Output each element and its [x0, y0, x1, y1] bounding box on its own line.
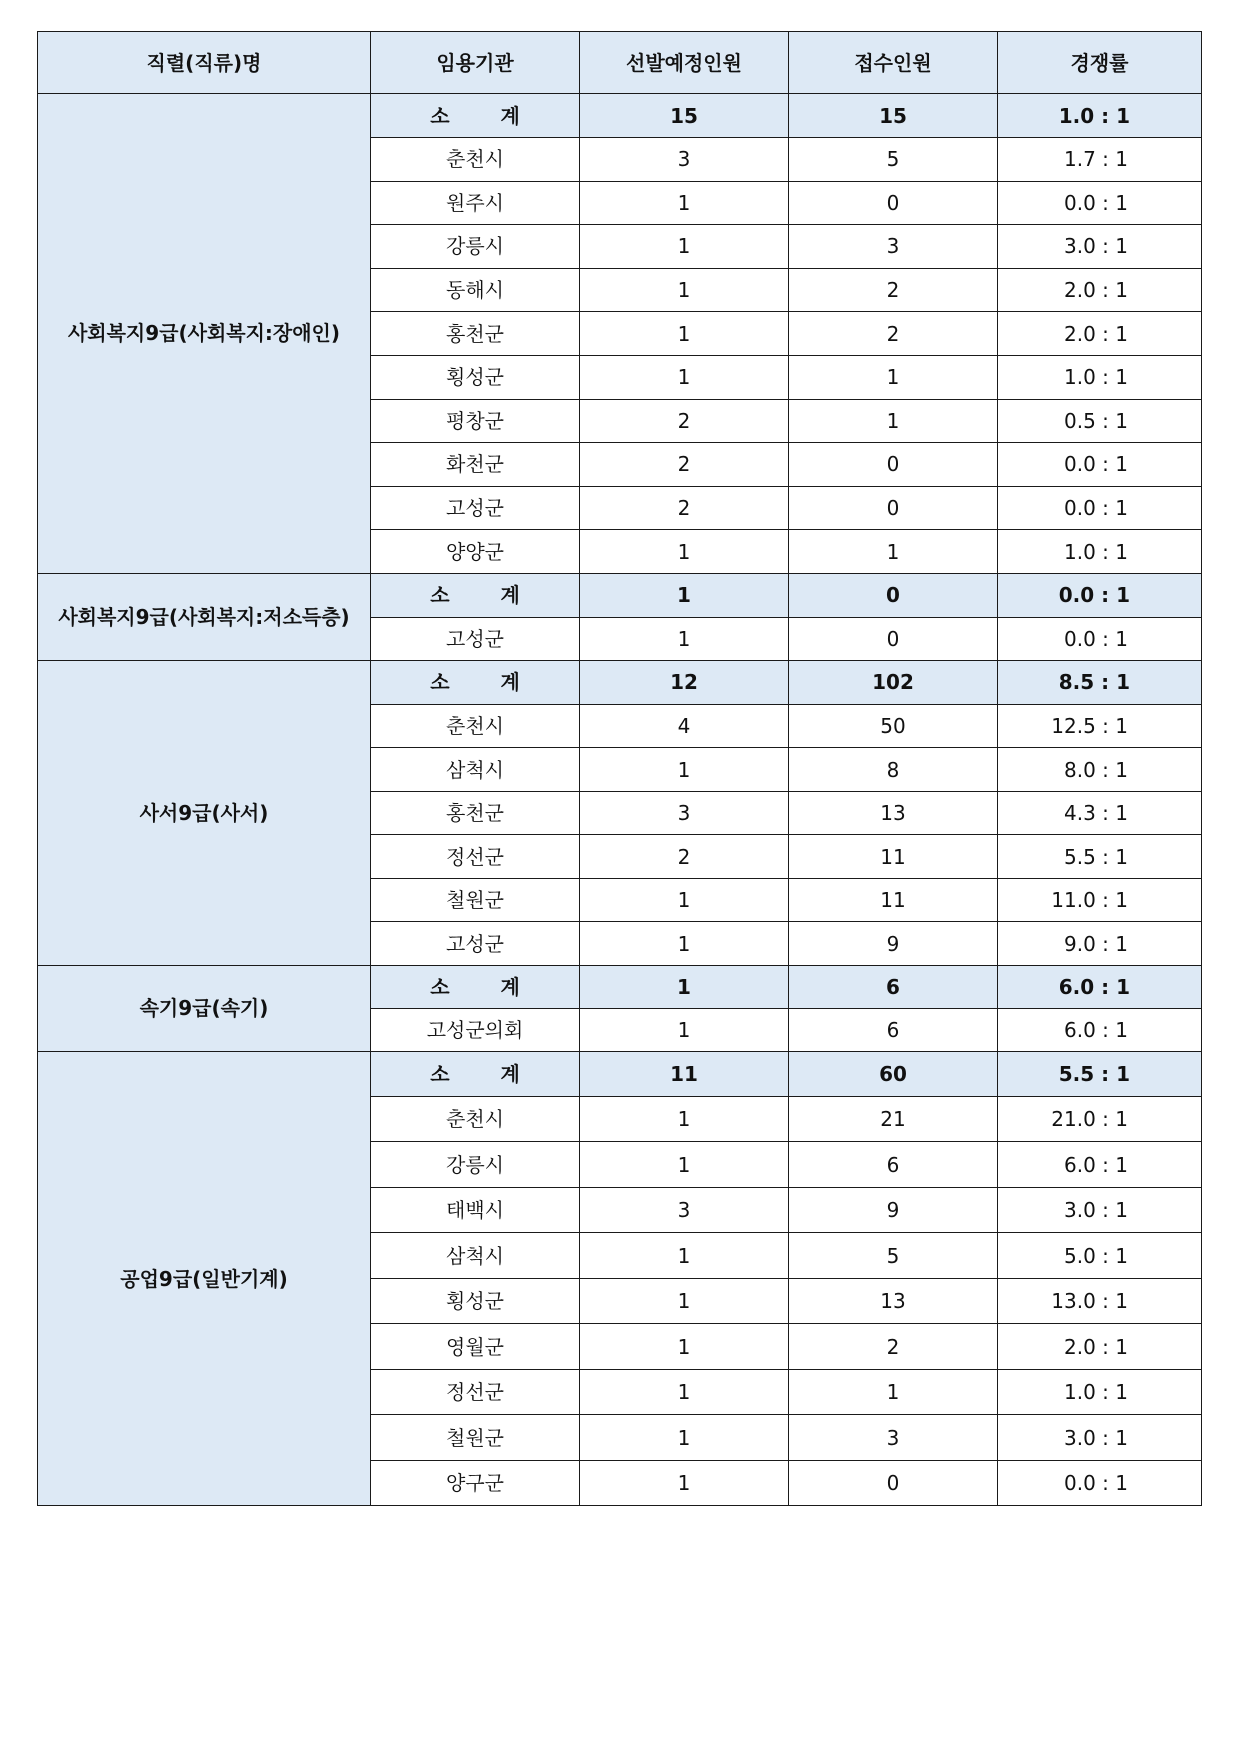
planned-cell: 1: [580, 225, 789, 269]
subtotal-ratio: 1.0 : 1: [998, 94, 1202, 138]
applicants-cell: 6: [789, 1142, 998, 1188]
subtotal-label: 소 계: [371, 573, 580, 617]
category-name: 사서9급(사서): [38, 660, 371, 965]
agency-cell: 춘천시: [371, 138, 580, 182]
subtotal-applicants: 60: [789, 1051, 998, 1096]
planned-cell: 4: [580, 704, 789, 748]
applicants-cell: 9: [789, 1187, 998, 1233]
planned-cell: 2: [580, 486, 789, 530]
subtotal-planned: 1: [580, 965, 789, 1008]
agency-cell: 정선군: [371, 835, 580, 879]
category-name: 속기9급(속기): [38, 965, 371, 1051]
applicants-cell: 5: [789, 1233, 998, 1279]
ratio-cell: 0.0 : 1: [998, 181, 1202, 225]
applicants-cell: 6: [789, 1008, 998, 1051]
agency-cell: 고성군: [371, 486, 580, 530]
ratio-cell: 3.0 : 1: [998, 1415, 1202, 1461]
agency-cell: 철원군: [371, 878, 580, 922]
applicants-cell: 1: [789, 355, 998, 399]
subtotal-row: [38, 94, 1202, 138]
ratio-cell: 9.0 : 1: [998, 922, 1202, 966]
ratio-cell: 0.5 : 1: [998, 399, 1202, 443]
header-category: 직렬(직류)명: [38, 32, 371, 94]
planned-cell: 1: [580, 1324, 789, 1370]
applicants-cell: 0: [789, 1460, 998, 1506]
planned-cell: 1: [580, 922, 789, 966]
planned-cell: 3: [580, 791, 789, 835]
ratio-cell: 6.0 : 1: [998, 1142, 1202, 1188]
agency-cell: 강릉시: [371, 1142, 580, 1188]
subtotal-applicants: 0: [789, 573, 998, 617]
planned-cell: 1: [580, 1142, 789, 1188]
applicants-cell: 3: [789, 225, 998, 269]
planned-cell: 3: [580, 1187, 789, 1233]
applicants-cell: 0: [789, 617, 998, 660]
applicants-cell: 5: [789, 138, 998, 182]
applicants-cell: 11: [789, 878, 998, 922]
applicants-cell: 11: [789, 835, 998, 879]
ratio-cell: 1.0 : 1: [998, 530, 1202, 574]
applicants-cell: 0: [789, 181, 998, 225]
agency-cell: 강릉시: [371, 225, 580, 269]
category-name: 사회복지9급(사회복지:저소득층): [38, 573, 371, 660]
ratio-cell: 5.0 : 1: [998, 1233, 1202, 1279]
applicants-cell: 2: [789, 1324, 998, 1370]
agency-cell: 횡성군: [371, 1278, 580, 1324]
applicants-cell: 0: [789, 443, 998, 487]
planned-cell: 1: [580, 748, 789, 792]
agency-cell: 평창군: [371, 399, 580, 443]
planned-cell: 1: [580, 617, 789, 660]
agency-cell: 영월군: [371, 1324, 580, 1370]
agency-cell: 양양군: [371, 530, 580, 574]
table-body: [38, 94, 1202, 1506]
ratio-cell: 3.0 : 1: [998, 225, 1202, 269]
planned-cell: 1: [580, 1096, 789, 1142]
applicants-cell: 3: [789, 1415, 998, 1461]
ratio-cell: 1.0 : 1: [998, 355, 1202, 399]
planned-cell: 2: [580, 835, 789, 879]
header-planned: 선발예정인원: [580, 32, 789, 94]
subtotal-planned: 12: [580, 660, 789, 704]
applicants-cell: 50: [789, 704, 998, 748]
agency-cell: 홍천군: [371, 312, 580, 356]
ratio-cell: 2.0 : 1: [998, 312, 1202, 356]
subtotal-applicants: 102: [789, 660, 998, 704]
agency-cell: 춘천시: [371, 1096, 580, 1142]
ratio-cell: 13.0 : 1: [998, 1278, 1202, 1324]
agency-cell: 철원군: [371, 1415, 580, 1461]
category-name: 공업9급(일반기계): [38, 1051, 371, 1506]
ratio-cell: 0.0 : 1: [998, 443, 1202, 487]
ratio-cell: 1.7 : 1: [998, 138, 1202, 182]
planned-cell: 1: [580, 1460, 789, 1506]
ratio-cell: 3.0 : 1: [998, 1187, 1202, 1233]
agency-cell: 삼척시: [371, 1233, 580, 1279]
ratio-cell: 0.0 : 1: [998, 486, 1202, 530]
planned-cell: 1: [580, 355, 789, 399]
subtotal-ratio: 8.5 : 1: [998, 660, 1202, 704]
agency-cell: 고성군의회: [371, 1008, 580, 1051]
header-applicants: 접수인원: [789, 32, 998, 94]
agency-cell: 화천군: [371, 443, 580, 487]
subtotal-applicants: 15: [789, 94, 998, 138]
header-ratio: 경쟁률: [998, 32, 1202, 94]
agency-cell: 홍천군: [371, 791, 580, 835]
agency-cell: 동해시: [371, 268, 580, 312]
planned-cell: 1: [580, 1415, 789, 1461]
subtotal-row: [38, 660, 1202, 704]
planned-cell: 3: [580, 138, 789, 182]
subtotal-applicants: 6: [789, 965, 998, 1008]
competition-table: [37, 31, 1202, 1506]
ratio-cell: 2.0 : 1: [998, 268, 1202, 312]
agency-cell: 정선군: [371, 1369, 580, 1415]
agency-cell: 횡성군: [371, 355, 580, 399]
applicants-cell: 8: [789, 748, 998, 792]
category-name: 사회복지9급(사회복지:장애인): [38, 94, 371, 574]
agency-cell: 삼척시: [371, 748, 580, 792]
subtotal-ratio: 0.0 : 1: [998, 573, 1202, 617]
planned-cell: 2: [580, 443, 789, 487]
applicants-cell: 1: [789, 399, 998, 443]
applicants-cell: 2: [789, 268, 998, 312]
subtotal-planned: 1: [580, 573, 789, 617]
applicants-cell: 1: [789, 530, 998, 574]
ratio-cell: 21.0 : 1: [998, 1096, 1202, 1142]
subtotal-planned: 11: [580, 1051, 789, 1096]
applicants-cell: 1: [789, 1369, 998, 1415]
planned-cell: 1: [580, 1008, 789, 1051]
planned-cell: 1: [580, 1233, 789, 1279]
subtotal-ratio: 5.5 : 1: [998, 1051, 1202, 1096]
planned-cell: 1: [580, 878, 789, 922]
applicants-cell: 2: [789, 312, 998, 356]
agency-cell: 태백시: [371, 1187, 580, 1233]
header-agency: 임용기관: [371, 32, 580, 94]
table-header: [38, 32, 1202, 94]
subtotal-planned: 15: [580, 94, 789, 138]
ratio-cell: 0.0 : 1: [998, 1460, 1202, 1506]
agency-cell: 고성군: [371, 617, 580, 660]
applicants-cell: 13: [789, 791, 998, 835]
subtotal-label: 소 계: [371, 965, 580, 1008]
header-row: [38, 32, 1202, 94]
applicants-cell: 9: [789, 922, 998, 966]
ratio-cell: 12.5 : 1: [998, 704, 1202, 748]
agency-cell: 고성군: [371, 922, 580, 966]
ratio-cell: 11.0 : 1: [998, 878, 1202, 922]
planned-cell: 2: [580, 399, 789, 443]
ratio-cell: 6.0 : 1: [998, 1008, 1202, 1051]
ratio-cell: 8.0 : 1: [998, 748, 1202, 792]
planned-cell: 1: [580, 1278, 789, 1324]
planned-cell: 1: [580, 1369, 789, 1415]
subtotal-ratio: 6.0 : 1: [998, 965, 1202, 1008]
planned-cell: 1: [580, 530, 789, 574]
ratio-cell: 2.0 : 1: [998, 1324, 1202, 1370]
ratio-cell: 4.3 : 1: [998, 791, 1202, 835]
planned-cell: 1: [580, 268, 789, 312]
applicants-cell: 13: [789, 1278, 998, 1324]
subtotal-row: [38, 965, 1202, 1008]
planned-cell: 1: [580, 312, 789, 356]
subtotal-label: 소 계: [371, 94, 580, 138]
subtotal-row: [38, 1051, 1202, 1096]
applicants-cell: 21: [789, 1096, 998, 1142]
planned-cell: 1: [580, 181, 789, 225]
ratio-cell: 1.0 : 1: [998, 1369, 1202, 1415]
agency-cell: 원주시: [371, 181, 580, 225]
applicants-cell: 0: [789, 486, 998, 530]
agency-cell: 춘천시: [371, 704, 580, 748]
subtotal-label: 소 계: [371, 1051, 580, 1096]
subtotal-label: 소 계: [371, 660, 580, 704]
ratio-cell: 5.5 : 1: [998, 835, 1202, 879]
subtotal-row: [38, 573, 1202, 617]
agency-cell: 양구군: [371, 1460, 580, 1506]
ratio-cell: 0.0 : 1: [998, 617, 1202, 660]
